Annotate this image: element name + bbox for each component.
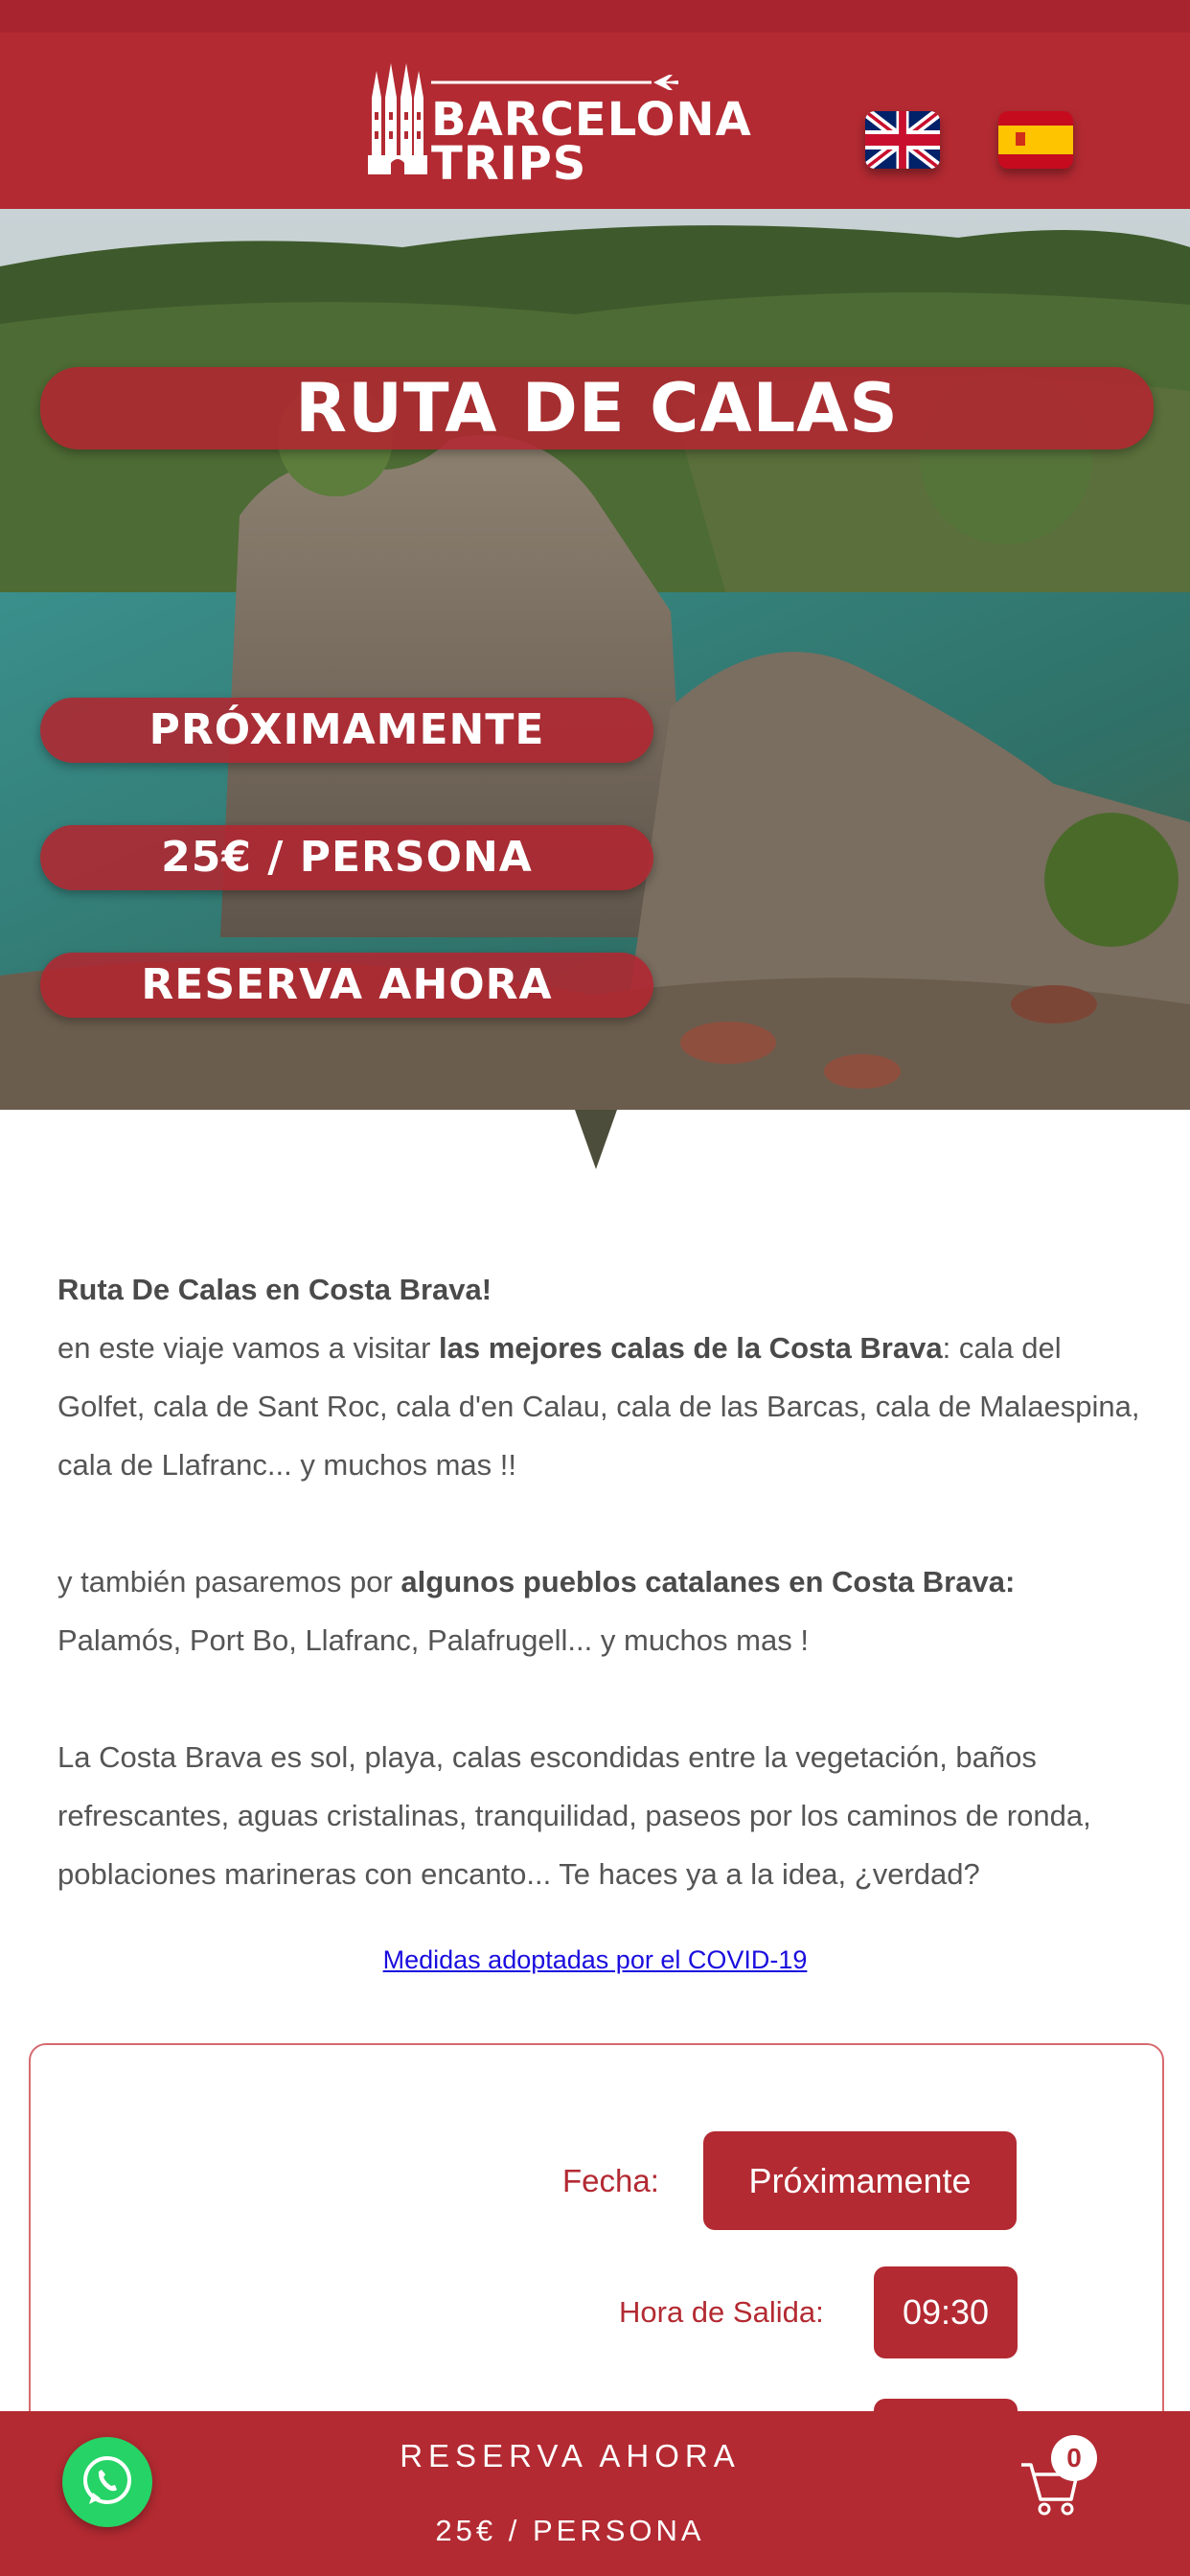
date-value-button[interactable]: Próximamente	[703, 2131, 1017, 2230]
english-flag-icon[interactable]	[865, 111, 940, 169]
covid-link-container	[0, 1945, 1190, 1975]
bottom-price-label: 25€ / PERSONA	[435, 2514, 705, 2547]
bottom-booking-bar[interactable]	[0, 2411, 1190, 2576]
description-paragraph	[57, 1552, 1140, 1669]
whatsapp-icon	[62, 2437, 152, 2527]
book-now-button[interactable]: RESERVA AHORA	[40, 953, 653, 1018]
description-paragraph: La Costa Brava es sol, playa, calas escondidas entre la vegetación, baños refrescantes, aguas cristalinas, tranquilidad, paseos por los caminos de ronda, poblaciones marineras con encanto... Te haces ya a la idea, ¿verdad?	[57, 1740, 1091, 1891]
text-highlight: algunos pueblos catalanes en Costa Brava:	[400, 1565, 1016, 1598]
price-badge: 25€ / PERSONA	[40, 825, 653, 890]
description-heading: Ruta De Calas en Costa Brava!	[57, 1273, 492, 1306]
text-fragment: : cala del Golfet, cala de Sant Roc, cala d'en Calau, cala de las Barcas, cala de Malaespina, cala de Llafranc... y muchos mas !!	[57, 1331, 1140, 1482]
brand-line-2: TRIPS	[431, 137, 587, 191]
text-fragment: Palamós, Port Bo, Llafranc, Palafrugell... y muchos mas !	[57, 1623, 809, 1657]
brand-line-1: BARCELONA	[431, 93, 752, 147]
description-paragraph	[57, 1260, 1140, 1494]
text-highlight: las mejores calas de la Costa Brava	[439, 1331, 943, 1365]
brand-name	[431, 93, 752, 191]
text-fragment: y también pasaremos por	[57, 1565, 401, 1598]
spanish-flag-icon[interactable]	[998, 111, 1073, 169]
date-label: Fecha:	[562, 2163, 659, 2198]
departure-time-button[interactable]: 09:30	[874, 2266, 1018, 2358]
text-fragment: en este viaje vamos a visitar	[57, 1331, 440, 1365]
status-badge: PRÓXIMAMENTE	[40, 698, 653, 763]
tour-title: RUTA DE CALAS	[40, 367, 1154, 449]
cart-count-badge: 0	[1051, 2435, 1097, 2481]
sagrada-familia-icon	[364, 59, 431, 189]
hero-pointer-arrow	[575, 1110, 617, 1169]
hero-banner	[0, 209, 1190, 1110]
brand-logo[interactable]	[364, 59, 752, 191]
airplane-icon	[431, 69, 680, 92]
departure-time-label: Hora de Salida:	[619, 2295, 824, 2329]
tour-description	[57, 1260, 1140, 1962]
bottom-book-now-label[interactable]: RESERVA AHORA	[400, 2438, 741, 2473]
whatsapp-button[interactable]	[62, 2437, 152, 2527]
covid-measures-link[interactable]: Medidas adoptadas por el COVID-19	[382, 1945, 808, 1974]
site-header	[0, 0, 1190, 209]
